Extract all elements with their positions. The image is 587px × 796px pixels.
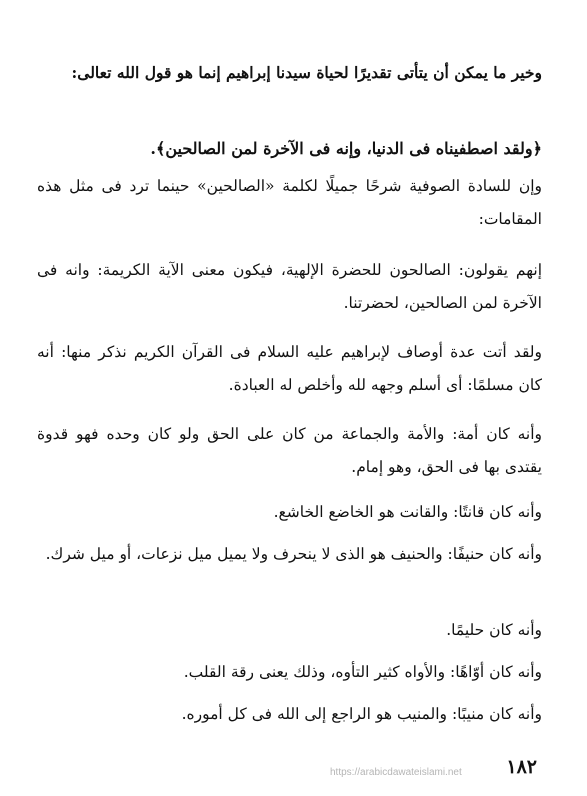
- sufi-commentary-paragraph: وإن للسادة الصوفية شرحًا جميلًا لكلمة «الصالحين» حينما ترد فى مثل هذه المقامات:: [37, 177, 542, 228]
- intro-paragraph: وخير ما يمكن أن يتأتى تقديرًا لحياة سيدنا إبراهيم إنما هو قول الله تعالى:: [71, 63, 542, 82]
- attribute-awwah-paragraph: وأنه كان أوّاهًا: والأواه كثير التأوه، وذلك يعنى رقة القلب.: [183, 663, 542, 681]
- quran-verse: ﴿ولقد اصطفيناه فى الدنيا، وإنه فى الآخرة لمن الصالحين﴾.: [150, 139, 542, 158]
- page-number: ١٨٢: [506, 756, 537, 778]
- attribute-munib-paragraph: وأنه كان منيبًا: والمنيب هو الراجع إلى الله فى كل أموره.: [181, 705, 542, 723]
- attribute-qanit-paragraph: وأنه كان قانتًا: والقانت هو الخاضع الخاشع.: [273, 503, 542, 521]
- attribute-hanif-paragraph: وأنه كان حنيفًا: والحنيف هو الذى لا ينحرف ولا يميل ميل نزعات، أو ميل شرك.: [45, 545, 542, 563]
- attribute-muslim-paragraph: ولقد أتت عدة أوصاف لإبراهيم عليه السلام فى القرآن الكريم نذكر منها: أنه كان مسلمًا: أى أسلم وجهه لله وأخلص له العبادة.: [37, 343, 542, 394]
- attribute-halim-paragraph: وأنه كان حليمًا.: [446, 621, 542, 639]
- sufi-explanation-paragraph: إنهم يقولون: الصالحون للحضرة الإلهية، فيكون معنى الآية الكريمة: وانه فى الآخرة لمن الصالحين، لحضرتنا.: [37, 261, 542, 312]
- watermark-url: https://arabicdawateislami.net: [330, 767, 462, 778]
- attribute-ummah-paragraph: وأنه كان أمة: والأمة والجماعة من كان على الحق ولو كان وحده فهو قدوة يقتدى بها فى الحق، وهو إمام.: [37, 425, 542, 476]
